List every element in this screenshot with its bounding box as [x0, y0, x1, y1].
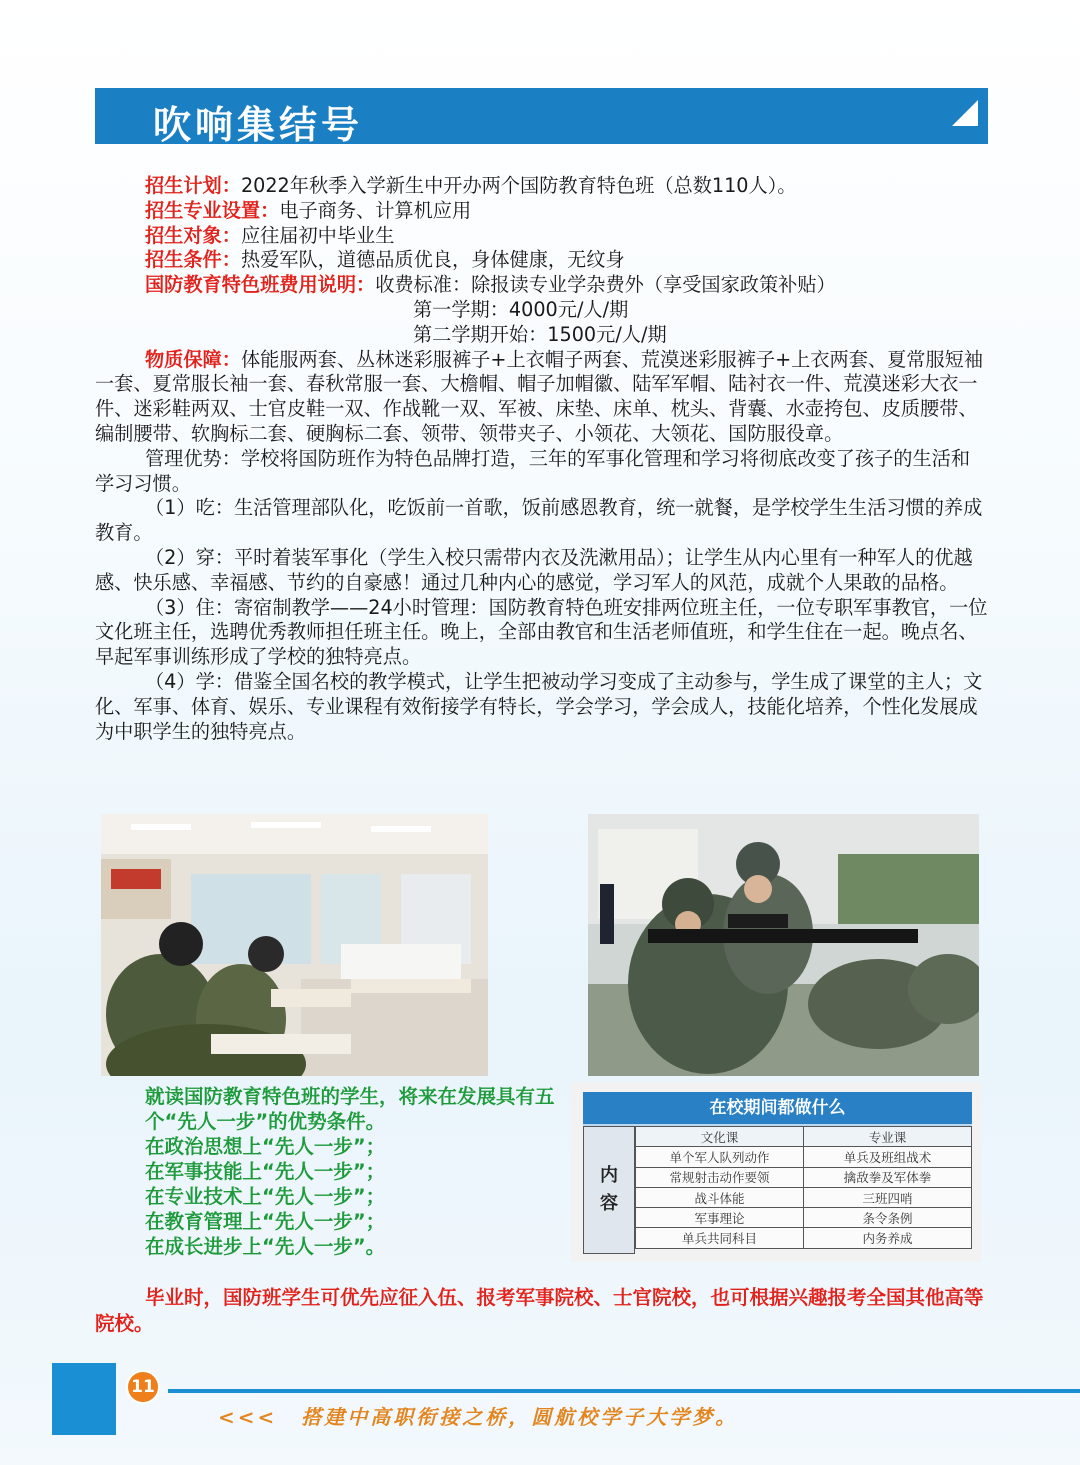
table-cell: 擒敌拳及军体拳	[804, 1167, 972, 1187]
plan-text: 2022年秋季入学新生中开办两个国防教育特色班（总数110人）。	[240, 174, 797, 197]
table-grid	[635, 1126, 972, 1249]
management-intro: 管理优势：学校将国防班作为特色品牌打造，三年的军事化管理和学习将彻底改变了孩子的生活和学习习惯。	[95, 446, 971, 495]
conditions-label: 招生条件：	[145, 248, 241, 272]
advantage-item: 在专业技术上“先人一步”；	[145, 1185, 386, 1208]
classroom-photo	[101, 814, 488, 1076]
target-paragraph	[95, 224, 988, 249]
section-title: 吹响集结号	[153, 103, 364, 147]
table-col-header: 专业课	[804, 1127, 972, 1147]
table-cell: 三班四哨	[804, 1187, 972, 1207]
advantage-item: 在政治思想上“先人一步”；	[145, 1135, 386, 1158]
advantage-item: 在成长进步上“先人一步”。	[145, 1235, 386, 1258]
table-row	[636, 1187, 972, 1207]
table-row	[636, 1208, 972, 1228]
table-col-header: 文化课	[636, 1127, 804, 1147]
graduation-text: 毕业时，国防班学生可优先应征入伍、报考军事院校、士官院校，也可根据兴趣报考全国其他高等院校。	[95, 1286, 984, 1335]
conditions-paragraph	[95, 248, 988, 273]
target-text: 应往届初中毕业生	[240, 223, 395, 247]
table-cell: 单兵共同科目	[636, 1228, 804, 1248]
table-header-row	[636, 1127, 972, 1147]
graduation-block	[95, 1285, 988, 1337]
side-label-char: 内	[600, 1165, 618, 1186]
table-row	[636, 1228, 972, 1248]
table-title: 在校期间都做什么	[583, 1092, 972, 1126]
footer-slogan-text: 搭建中高职衔接之桥，圆航校学子大学梦。	[301, 1405, 739, 1429]
footer-slogan	[218, 1401, 738, 1430]
page-number: 11	[126, 1370, 160, 1404]
side-label-char: 容	[600, 1193, 618, 1214]
curriculum-table	[571, 1082, 981, 1262]
table-cell: 常规射击动作要领	[636, 1167, 804, 1187]
corner-triangle-icon	[952, 100, 978, 126]
advantage-item: 在军事技能上“先人一步”；	[145, 1160, 386, 1183]
table-row	[636, 1167, 972, 1187]
fees-term1: 第一学期：4000元/人/期	[413, 297, 629, 321]
table-cell: 战斗体能	[636, 1187, 804, 1207]
advantages-intro: 就读国防教育特色班的学生，将来在发展具有五个“先人一步”的优势条件。	[145, 1085, 555, 1133]
table-cell: 军事理论	[636, 1208, 804, 1228]
advantage-item: 在教育管理上“先人一步”；	[145, 1210, 386, 1233]
section-title-bar	[95, 88, 988, 147]
major-text: 电子商务、计算机应用	[279, 198, 472, 222]
management-learn: （4）学：借鉴全国名校的教学模式，让学生把被动学习变成了主动参与，学生成了课堂的主人；文化、军事、体育、娱乐、专业课程有效衔接学有特长，学会学习，学会成人，技能化培养，个性化发展成为中职学生的独特亮点。	[95, 669, 983, 743]
target-label: 招生对象：	[145, 223, 241, 247]
table-cell: 单个军人队列动作	[636, 1147, 804, 1167]
advantages-block	[145, 1084, 565, 1259]
management-eat: （1）吃：生活管理部队化，吃饭前一首歌，饭前感恩教育，统一就餐，是学校学生生活习惯的养成教育。	[95, 496, 983, 545]
shooting-photo	[588, 814, 979, 1076]
fees-paragraph	[95, 273, 988, 298]
management-live: （3）住：寄宿制教学——24小时管理：国防教育特色班安排两位班主任，一位专职军事教官，一位文化班主任，选聘优秀教师担任班主任。晚上，全部由教官和生活老师值班，和学生住在一起。晚点名、早起军事训练形成了学校的独特亮点。	[95, 595, 988, 669]
plan-paragraph	[95, 174, 988, 199]
major-label: 招生专业设置：	[145, 198, 280, 222]
footer-divider	[168, 1389, 1080, 1393]
conditions-text: 热爱军队，道德品质优良，身体健康，无纹身	[240, 248, 625, 272]
fees-label: 国防教育特色班费用说明：	[145, 273, 376, 297]
supplies-label: 物质保障：	[145, 347, 241, 371]
supplies-paragraph	[95, 348, 988, 447]
article-body	[95, 174, 988, 744]
supplies-text: 体能服两套、丛林迷彩服裤子+上衣帽子两套、荒漠迷彩服裤子+上衣两套、夏常服短袖一套、夏常服长袖一套、春秋常服一套、大檐帽、帽子加帽徽、陆军军帽、陆衬衣一件、荒漠迷彩大衣一件、迷彩鞋两双、士官皮鞋一双、作战靴一双、军被、床垫、床单、枕头、背囊、水壶挎包、皮质腰带、编制腰带、软胸标二套、硬胸标二套、领带、领带夹子、小领花、大领花、国防服役章。	[95, 347, 984, 445]
table-cell: 条令条例	[804, 1208, 972, 1228]
table-row	[636, 1147, 972, 1167]
table-cell: 内务养成	[804, 1228, 972, 1248]
table-cell: 单兵及班组战术	[804, 1147, 972, 1167]
major-paragraph	[95, 199, 988, 224]
fees-text: 收费标准：除报读专业学杂费外（享受国家政策补贴）	[375, 273, 836, 297]
footer-arrows: <<<	[218, 1405, 278, 1429]
plan-label: 招生计划：	[145, 174, 241, 197]
management-wear: （2）穿：平时着装军事化（学生入校只需带内衣及洗漱用品）；让学生从内心里有一种军人的优越感、快乐感、幸福感、节约的自豪感！通过几种内心的感觉，学习军人的风范，成就个人果敢的品格。	[95, 545, 973, 594]
footer-blue-square	[52, 1363, 116, 1435]
table-side-label	[583, 1126, 635, 1254]
fees-term2: 第二学期开始：1500元/人/期	[413, 322, 667, 346]
